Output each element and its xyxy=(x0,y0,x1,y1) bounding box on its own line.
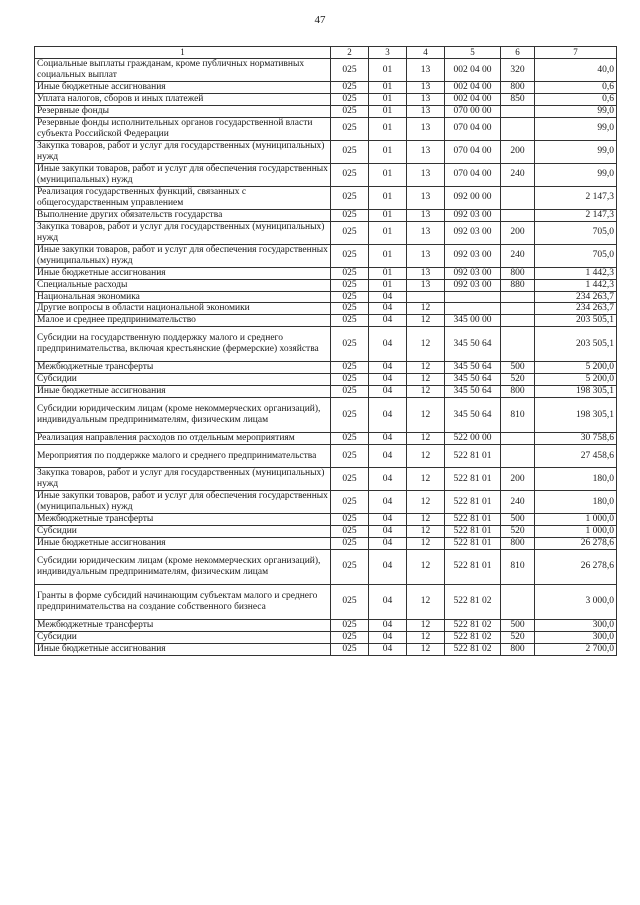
row-target-cell: 522 81 02 xyxy=(445,631,501,643)
row-type-cell: 800 xyxy=(501,82,535,94)
row-amount-cell: 198 305,1 xyxy=(535,398,617,433)
col-header-type: 6 xyxy=(501,47,535,59)
row-target-cell: 002 04 00 xyxy=(445,93,501,105)
row-name-cell: Иные бюджетные ассигнования xyxy=(35,386,331,398)
row-name-cell: Национальная экономика xyxy=(35,291,331,303)
row-type-cell: 200 xyxy=(501,221,535,244)
row-name-cell: Субсидии на государственную поддержку малого и среднего предпринимательства, включая крестьянские (фермерские) хозяйства xyxy=(35,327,331,362)
row-type-cell: 240 xyxy=(501,163,535,186)
row-section-cell: 01 xyxy=(369,267,407,279)
row-ministry-cell: 025 xyxy=(331,490,369,513)
row-section-cell: 04 xyxy=(369,362,407,374)
row-section-cell: 04 xyxy=(369,525,407,537)
row-section-cell: 04 xyxy=(369,467,407,490)
col-header-name: 1 xyxy=(35,47,331,59)
row-amount-cell: 705,0 xyxy=(535,244,617,267)
col-header-section: 3 xyxy=(369,47,407,59)
row-type-cell xyxy=(501,584,535,619)
row-name-cell: Иные бюджетные ассигнования xyxy=(35,537,331,549)
row-section-cell: 01 xyxy=(369,186,407,209)
row-target-cell: 522 81 01 xyxy=(445,537,501,549)
table-row xyxy=(35,643,617,655)
row-target-cell: 345 50 64 xyxy=(445,362,501,374)
row-subsection-cell: 12 xyxy=(407,537,445,549)
row-amount-cell: 198 305,1 xyxy=(535,386,617,398)
row-ministry-cell: 025 xyxy=(331,444,369,467)
table-row xyxy=(35,59,617,82)
row-section-cell: 01 xyxy=(369,105,407,117)
table-row xyxy=(35,549,617,584)
row-amount-cell: 27 458,6 xyxy=(535,444,617,467)
row-name-cell: Иные закупки товаров, работ и услуг для обеспечения государственных (муниципальных) нужд xyxy=(35,490,331,513)
row-name-cell: Выполнение других обязательств государства xyxy=(35,209,331,221)
table-row xyxy=(35,362,617,374)
table-row xyxy=(35,433,617,445)
row-ministry-cell: 025 xyxy=(331,374,369,386)
row-subsection-cell: 12 xyxy=(407,327,445,362)
row-section-cell: 04 xyxy=(369,374,407,386)
row-type-cell: 500 xyxy=(501,362,535,374)
row-ministry-cell: 025 xyxy=(331,82,369,94)
row-type-cell: 520 xyxy=(501,631,535,643)
row-section-cell: 04 xyxy=(369,444,407,467)
row-section-cell: 01 xyxy=(369,221,407,244)
table-row xyxy=(35,315,617,327)
row-type-cell: 800 xyxy=(501,386,535,398)
row-subsection-cell: 13 xyxy=(407,209,445,221)
row-subsection-cell: 12 xyxy=(407,374,445,386)
row-subsection-cell: 12 xyxy=(407,303,445,315)
row-name-cell: Закупка товаров, работ и услуг для государственных (муниципальных) нужд xyxy=(35,140,331,163)
row-type-cell xyxy=(501,105,535,117)
table-row xyxy=(35,631,617,643)
row-name-cell: Субсидии xyxy=(35,374,331,386)
row-section-cell: 04 xyxy=(369,513,407,525)
row-amount-cell: 0,6 xyxy=(535,82,617,94)
row-name-cell: Субсидии юридическим лицам (кроме некоммерческих организаций), индивидуальным предпринимателям, физическим лицам xyxy=(35,549,331,584)
table-row xyxy=(35,386,617,398)
row-amount-cell: 30 758,6 xyxy=(535,433,617,445)
row-subsection-cell: 12 xyxy=(407,315,445,327)
row-subsection-cell: 13 xyxy=(407,279,445,291)
row-target-cell: 522 81 01 xyxy=(445,490,501,513)
row-subsection-cell: 13 xyxy=(407,163,445,186)
row-type-cell: 800 xyxy=(501,537,535,549)
row-name-cell: Другие вопросы в области национальной экономики xyxy=(35,303,331,315)
row-name-cell: Субсидии xyxy=(35,525,331,537)
row-name-cell: Специальные расходы xyxy=(35,279,331,291)
row-subsection-cell: 12 xyxy=(407,513,445,525)
row-subsection-cell: 13 xyxy=(407,59,445,82)
row-name-cell: Мероприятия по поддержке малого и среднего предпринимательства xyxy=(35,444,331,467)
row-section-cell: 01 xyxy=(369,209,407,221)
row-amount-cell: 26 278,6 xyxy=(535,549,617,584)
row-section-cell: 04 xyxy=(369,386,407,398)
row-amount-cell: 1 000,0 xyxy=(535,525,617,537)
row-type-cell xyxy=(501,315,535,327)
row-ministry-cell: 025 xyxy=(331,315,369,327)
row-type-cell: 810 xyxy=(501,398,535,433)
row-name-cell: Субсидии юридическим лицам (кроме некоммерческих организаций), индивидуальным предпринимателям, физическим лицам xyxy=(35,398,331,433)
row-amount-cell: 180,0 xyxy=(535,490,617,513)
row-subsection-cell: 12 xyxy=(407,398,445,433)
row-type-cell: 810 xyxy=(501,549,535,584)
row-section-cell: 01 xyxy=(369,140,407,163)
row-section-cell: 01 xyxy=(369,82,407,94)
table-row xyxy=(35,209,617,221)
row-ministry-cell: 025 xyxy=(331,643,369,655)
row-target-cell: 345 00 00 xyxy=(445,315,501,327)
row-type-cell: 200 xyxy=(501,140,535,163)
col-header-amount: 7 xyxy=(535,47,617,59)
row-amount-cell: 234 263,7 xyxy=(535,303,617,315)
row-type-cell xyxy=(501,291,535,303)
row-subsection-cell: 13 xyxy=(407,105,445,117)
row-ministry-cell: 025 xyxy=(331,386,369,398)
row-target-cell: 522 81 01 xyxy=(445,525,501,537)
table-row xyxy=(35,244,617,267)
row-subsection-cell: 12 xyxy=(407,362,445,374)
col-header-subsection: 4 xyxy=(407,47,445,59)
row-amount-cell: 203 505,1 xyxy=(535,327,617,362)
row-ministry-cell: 025 xyxy=(331,619,369,631)
row-type-cell xyxy=(501,327,535,362)
row-ministry-cell: 025 xyxy=(331,140,369,163)
row-ministry-cell: 025 xyxy=(331,549,369,584)
row-section-cell: 04 xyxy=(369,315,407,327)
row-name-cell: Субсидии xyxy=(35,631,331,643)
row-subsection-cell: 13 xyxy=(407,186,445,209)
row-ministry-cell: 025 xyxy=(331,93,369,105)
row-section-cell: 04 xyxy=(369,327,407,362)
table-row xyxy=(35,584,617,619)
row-subsection-cell: 13 xyxy=(407,244,445,267)
table-row xyxy=(35,327,617,362)
row-type-cell: 520 xyxy=(501,525,535,537)
row-subsection-cell: 12 xyxy=(407,584,445,619)
row-target-cell: 522 81 02 xyxy=(445,643,501,655)
row-name-cell: Резервные фонды исполнительных органов государственной власти субъекта Российской Федерации xyxy=(35,117,331,140)
row-ministry-cell: 025 xyxy=(331,513,369,525)
row-name-cell: Закупка товаров, работ и услуг для государственных (муниципальных) нужд xyxy=(35,467,331,490)
row-ministry-cell: 025 xyxy=(331,398,369,433)
row-subsection-cell: 12 xyxy=(407,444,445,467)
row-target-cell: 345 50 64 xyxy=(445,374,501,386)
row-target-cell: 092 03 00 xyxy=(445,267,501,279)
row-target-cell: 070 04 00 xyxy=(445,140,501,163)
row-amount-cell: 203 505,1 xyxy=(535,315,617,327)
row-section-cell: 04 xyxy=(369,537,407,549)
page-number: 47 xyxy=(314,14,326,26)
row-target-cell: 522 81 01 xyxy=(445,444,501,467)
row-name-cell: Уплата налогов, сборов и иных платежей xyxy=(35,93,331,105)
col-header-ministry: 2 xyxy=(331,47,369,59)
row-subsection-cell: 12 xyxy=(407,467,445,490)
table-row xyxy=(35,398,617,433)
row-target-cell: 522 81 02 xyxy=(445,619,501,631)
row-amount-cell: 2 147,3 xyxy=(535,186,617,209)
row-name-cell: Социальные выплаты гражданам, кроме публичных нормативных социальных выплат xyxy=(35,59,331,82)
row-section-cell: 04 xyxy=(369,549,407,584)
row-ministry-cell: 025 xyxy=(331,279,369,291)
row-ministry-cell: 025 xyxy=(331,433,369,445)
row-target-cell: 092 00 00 xyxy=(445,186,501,209)
row-type-cell xyxy=(501,444,535,467)
row-subsection-cell: 13 xyxy=(407,117,445,140)
table-row xyxy=(35,82,617,94)
row-subsection-cell: 12 xyxy=(407,386,445,398)
table-row xyxy=(35,490,617,513)
row-ministry-cell: 025 xyxy=(331,291,369,303)
table-row xyxy=(35,186,617,209)
table-row xyxy=(35,537,617,549)
row-section-cell: 04 xyxy=(369,398,407,433)
row-amount-cell: 99,0 xyxy=(535,140,617,163)
row-subsection-cell: 13 xyxy=(407,267,445,279)
row-name-cell: Межбюджетные трансферты xyxy=(35,513,331,525)
row-amount-cell: 234 263,7 xyxy=(535,291,617,303)
col-header-target: 5 xyxy=(445,47,501,59)
row-ministry-cell: 025 xyxy=(331,105,369,117)
row-type-cell: 240 xyxy=(501,244,535,267)
row-subsection-cell: 12 xyxy=(407,525,445,537)
row-amount-cell: 99,0 xyxy=(535,163,617,186)
row-ministry-cell: 025 xyxy=(331,584,369,619)
row-section-cell: 01 xyxy=(369,59,407,82)
row-target-cell: 092 03 00 xyxy=(445,221,501,244)
row-target-cell: 070 04 00 xyxy=(445,163,501,186)
row-name-cell: Иные закупки товаров, работ и услуг для обеспечения государственных (муниципальных) нужд xyxy=(35,163,331,186)
row-type-cell xyxy=(501,433,535,445)
table-row xyxy=(35,221,617,244)
table-row xyxy=(35,467,617,490)
row-ministry-cell: 025 xyxy=(331,303,369,315)
row-name-cell: Межбюджетные трансферты xyxy=(35,619,331,631)
row-ministry-cell: 025 xyxy=(331,221,369,244)
table-row xyxy=(35,444,617,467)
row-ministry-cell: 025 xyxy=(331,327,369,362)
row-name-cell: Иные бюджетные ассигнования xyxy=(35,82,331,94)
row-section-cell: 04 xyxy=(369,643,407,655)
row-type-cell xyxy=(501,303,535,315)
row-amount-cell: 3 000,0 xyxy=(535,584,617,619)
row-ministry-cell: 025 xyxy=(331,267,369,279)
row-subsection-cell: 12 xyxy=(407,490,445,513)
row-ministry-cell: 025 xyxy=(331,163,369,186)
row-target-cell: 092 03 00 xyxy=(445,279,501,291)
row-amount-cell: 705,0 xyxy=(535,221,617,244)
row-target-cell: 070 00 00 xyxy=(445,105,501,117)
row-name-cell: Реализация государственных функций, связанных с общегосударственным управлением xyxy=(35,186,331,209)
row-subsection-cell: 12 xyxy=(407,631,445,643)
row-amount-cell: 99,0 xyxy=(535,105,617,117)
table-row xyxy=(35,117,617,140)
row-type-cell xyxy=(501,186,535,209)
row-subsection-cell: 13 xyxy=(407,140,445,163)
row-amount-cell: 5 200,0 xyxy=(535,362,617,374)
row-target-cell xyxy=(445,291,501,303)
table-row xyxy=(35,374,617,386)
row-subsection-cell: 13 xyxy=(407,221,445,244)
row-target-cell: 070 04 00 xyxy=(445,117,501,140)
row-amount-cell: 180,0 xyxy=(535,467,617,490)
table-row xyxy=(35,267,617,279)
table-row xyxy=(35,303,617,315)
row-amount-cell: 1 442,3 xyxy=(535,267,617,279)
row-name-cell: Закупка товаров, работ и услуг для государственных (муниципальных) нужд xyxy=(35,221,331,244)
row-target-cell: 002 04 00 xyxy=(445,59,501,82)
row-target-cell: 002 04 00 xyxy=(445,82,501,94)
row-target-cell: 092 03 00 xyxy=(445,244,501,267)
row-name-cell: Иные бюджетные ассигнования xyxy=(35,267,331,279)
table-row xyxy=(35,140,617,163)
row-target-cell: 345 50 64 xyxy=(445,398,501,433)
row-ministry-cell: 025 xyxy=(331,467,369,490)
table-row xyxy=(35,105,617,117)
row-section-cell: 01 xyxy=(369,93,407,105)
row-name-cell: Иные бюджетные ассигнования xyxy=(35,643,331,655)
row-name-cell: Малое и среднее предпринимательство xyxy=(35,315,331,327)
row-name-cell: Иные закупки товаров, работ и услуг для обеспечения государственных (муниципальных) нужд xyxy=(35,244,331,267)
row-section-cell: 01 xyxy=(369,163,407,186)
row-name-cell: Гранты в форме субсидий начинающим субъектам малого и среднего предпринимательства на создание собственного бизнеса xyxy=(35,584,331,619)
budget-table xyxy=(34,46,617,656)
row-target-cell: 092 03 00 xyxy=(445,209,501,221)
row-target-cell: 522 00 00 xyxy=(445,433,501,445)
row-amount-cell: 1 000,0 xyxy=(535,513,617,525)
row-name-cell: Резервные фонды xyxy=(35,105,331,117)
row-section-cell: 01 xyxy=(369,117,407,140)
row-type-cell: 850 xyxy=(501,93,535,105)
row-section-cell: 04 xyxy=(369,433,407,445)
row-target-cell: 345 50 64 xyxy=(445,327,501,362)
row-amount-cell: 1 442,3 xyxy=(535,279,617,291)
table-row xyxy=(35,525,617,537)
row-ministry-cell: 025 xyxy=(331,362,369,374)
table-row xyxy=(35,163,617,186)
row-target-cell: 522 81 01 xyxy=(445,549,501,584)
row-section-cell: 04 xyxy=(369,303,407,315)
row-ministry-cell: 025 xyxy=(331,117,369,140)
table-row xyxy=(35,93,617,105)
row-section-cell: 01 xyxy=(369,279,407,291)
table-row xyxy=(35,291,617,303)
row-type-cell: 880 xyxy=(501,279,535,291)
row-type-cell: 320 xyxy=(501,59,535,82)
row-type-cell: 800 xyxy=(501,267,535,279)
row-amount-cell: 40,0 xyxy=(535,59,617,82)
row-type-cell: 500 xyxy=(501,513,535,525)
row-type-cell: 520 xyxy=(501,374,535,386)
row-type-cell: 800 xyxy=(501,643,535,655)
row-amount-cell: 300,0 xyxy=(535,631,617,643)
row-target-cell: 522 81 02 xyxy=(445,584,501,619)
row-ministry-cell: 025 xyxy=(331,209,369,221)
row-target-cell xyxy=(445,303,501,315)
row-amount-cell: 2 147,3 xyxy=(535,209,617,221)
row-ministry-cell: 025 xyxy=(331,244,369,267)
row-subsection-cell: 13 xyxy=(407,82,445,94)
row-target-cell: 345 50 64 xyxy=(445,386,501,398)
row-subsection-cell: 12 xyxy=(407,619,445,631)
row-target-cell: 522 81 01 xyxy=(445,467,501,490)
row-section-cell: 04 xyxy=(369,619,407,631)
row-amount-cell: 2 700,0 xyxy=(535,643,617,655)
row-type-cell xyxy=(501,117,535,140)
row-subsection-cell: 13 xyxy=(407,93,445,105)
table-row xyxy=(35,513,617,525)
table-header-row xyxy=(35,47,617,59)
row-type-cell: 240 xyxy=(501,490,535,513)
row-amount-cell: 5 200,0 xyxy=(535,374,617,386)
row-amount-cell: 99,0 xyxy=(535,117,617,140)
table-row xyxy=(35,619,617,631)
row-amount-cell: 26 278,6 xyxy=(535,537,617,549)
row-ministry-cell: 025 xyxy=(331,525,369,537)
row-ministry-cell: 025 xyxy=(331,631,369,643)
row-type-cell: 500 xyxy=(501,619,535,631)
row-section-cell: 01 xyxy=(369,244,407,267)
row-type-cell: 200 xyxy=(501,467,535,490)
row-target-cell: 522 81 01 xyxy=(445,513,501,525)
row-name-cell: Межбюджетные трансферты xyxy=(35,362,331,374)
row-ministry-cell: 025 xyxy=(331,537,369,549)
row-section-cell: 04 xyxy=(369,490,407,513)
row-section-cell: 04 xyxy=(369,584,407,619)
row-amount-cell: 0,6 xyxy=(535,93,617,105)
row-subsection-cell xyxy=(407,291,445,303)
table-row xyxy=(35,279,617,291)
row-amount-cell: 300,0 xyxy=(535,619,617,631)
row-type-cell xyxy=(501,209,535,221)
row-subsection-cell: 12 xyxy=(407,433,445,445)
row-ministry-cell: 025 xyxy=(331,59,369,82)
row-name-cell: Реализация направления расходов по отдельным мероприятиям xyxy=(35,433,331,445)
row-ministry-cell: 025 xyxy=(331,186,369,209)
row-section-cell: 04 xyxy=(369,291,407,303)
row-section-cell: 04 xyxy=(369,631,407,643)
row-subsection-cell: 12 xyxy=(407,549,445,584)
row-subsection-cell: 12 xyxy=(407,643,445,655)
